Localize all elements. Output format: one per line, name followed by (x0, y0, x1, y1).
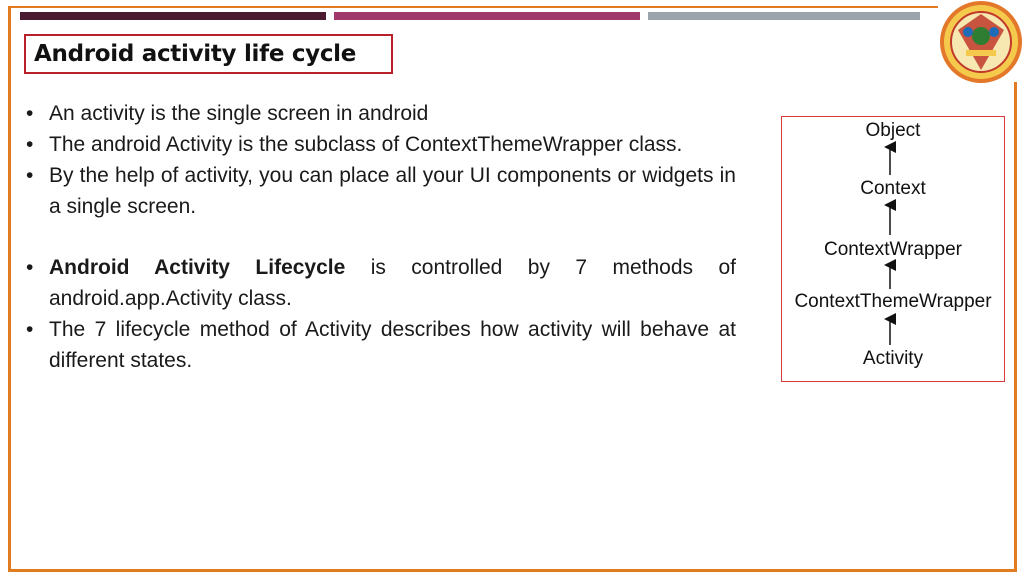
header-bar-mid (334, 12, 640, 20)
bullet-bold-text: Android Activity Lifecycle (49, 256, 346, 279)
bullet-text: The android Activity is the subclass of ContextThemeWrapper class. (49, 133, 683, 156)
header-bar-dark (20, 12, 326, 20)
hierarchy-node-contextwrapper: ContextWrapper (824, 239, 962, 260)
bullet-item (22, 252, 736, 314)
bullet-dot-icon: • (26, 133, 34, 156)
slide-title: Android activity life cycle (24, 34, 393, 74)
class-hierarchy-diagram (781, 116, 1005, 382)
hierarchy-node-context: Context (860, 178, 926, 199)
bullet-item (22, 160, 736, 222)
university-seal-icon (938, 0, 1024, 84)
bullet-dot-icon: • (26, 102, 34, 125)
bullet-text: By the help of activity, you can place all your UI components or widgets in a single screen. (49, 164, 736, 218)
bullet-item (22, 314, 736, 376)
hierarchy-node-contextthemewrapper: ContextThemeWrapper (794, 291, 992, 312)
bullet-text: An activity is the single screen in android (49, 102, 429, 125)
frame-top-border (8, 6, 938, 8)
hierarchy-node-object: Object (865, 120, 921, 141)
bullet-list (22, 98, 736, 376)
header-bar-light (648, 12, 920, 20)
bullet-item (22, 129, 736, 160)
frame-right-border (1014, 82, 1017, 572)
frame-left-border (8, 6, 11, 572)
hierarchy-node-activity: Activity (862, 348, 924, 369)
bullet-text: is controlled by 7 methods of android.app.Activity class. (49, 256, 736, 310)
bullet-item (22, 98, 736, 129)
bullet-dot-icon: • (26, 318, 34, 341)
bullet-text: The 7 lifecycle method of Activity describes how activity will behave at different states. (49, 318, 736, 372)
frame-bottom-border (8, 569, 1017, 572)
bullet-dot-icon: • (26, 256, 34, 279)
bullet-dot-icon: • (26, 164, 34, 187)
